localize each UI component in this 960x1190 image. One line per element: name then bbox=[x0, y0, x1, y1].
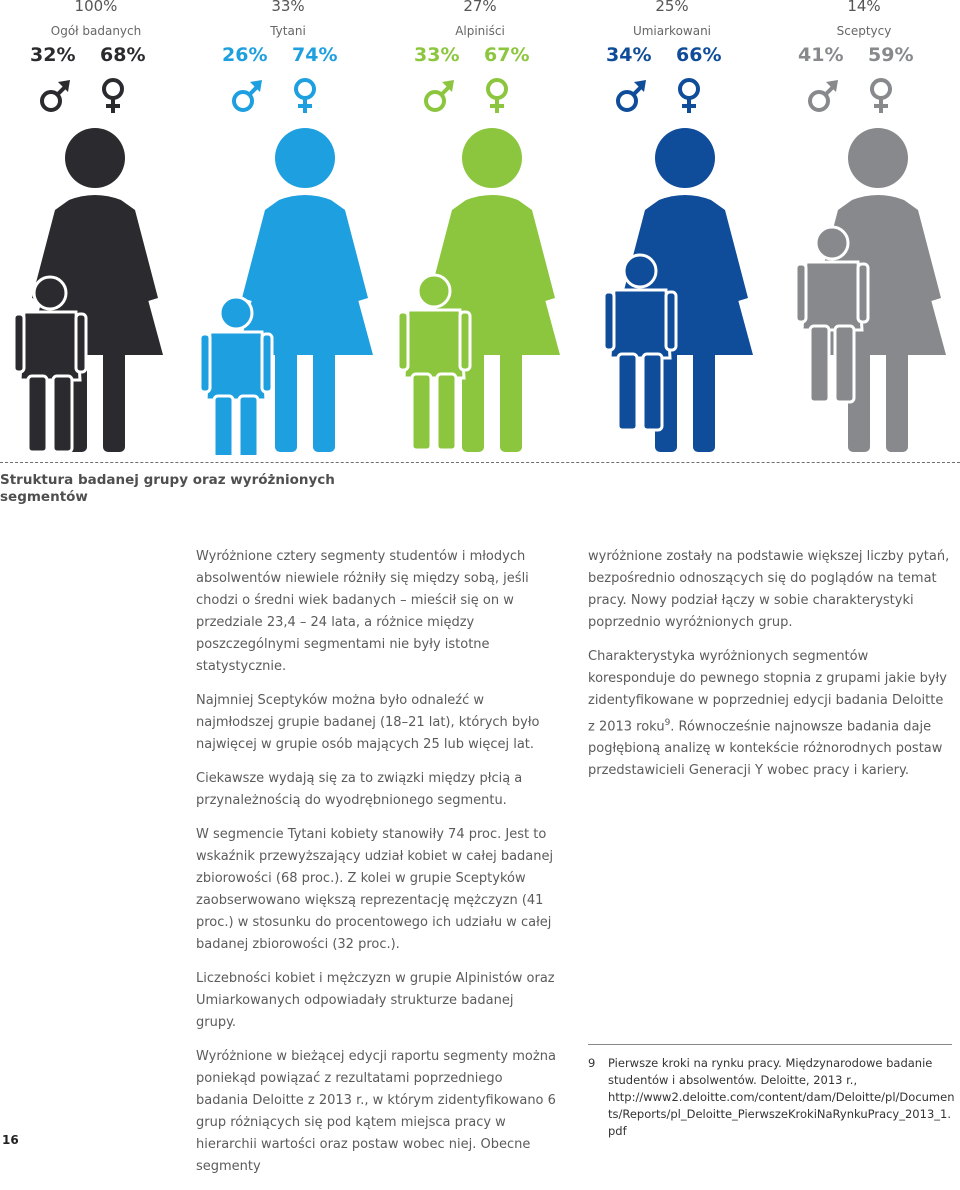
footnote-rule bbox=[588, 1044, 952, 1045]
segment-female-share: 67% bbox=[484, 44, 530, 66]
segment-total-share: 14% bbox=[847, 0, 881, 15]
paragraph: Ciekawsze wydają się za to związki między płcią a przynależnością do wyodrębnionego segmentu. bbox=[196, 771, 523, 808]
page-number: 16 bbox=[2, 1133, 19, 1147]
male-symbol-icon bbox=[38, 78, 72, 114]
segment-female-share: 74% bbox=[292, 44, 338, 66]
female-symbol-icon bbox=[290, 78, 324, 114]
footnote-title: Pierwsze kroki na rynku pracy. Międzynarodowe badanie studentów i absolwentów. Deloitte, 2013 r., bbox=[608, 1056, 933, 1087]
text-column-left bbox=[196, 546, 556, 1190]
footnote-text bbox=[608, 1055, 958, 1140]
segment-male-share: 41% bbox=[798, 44, 844, 66]
segment-ogol-badanych bbox=[0, 0, 192, 455]
paragraph: Liczebności kobiet i mężczyzn w grupie Alpinistów oraz Umiarkowanych odpowiadały strukturze badanej grupy. bbox=[196, 971, 555, 1030]
segment-total-share: 25% bbox=[655, 0, 689, 15]
paragraph: Wyróżnione w bieżącej edycji raportu segmenty można poniekąd powiązać z rezultatami poprzedniego badania Deloitte z 2013 r., w którym zidentyfikowano 6 grup różniących się pod kątem miejsca pracy w hierarchii wartości oraz postaw wobec niej. Obecne segmenty bbox=[196, 1049, 556, 1174]
family-pictogram bbox=[192, 120, 384, 455]
segment-male-share: 33% bbox=[414, 44, 460, 66]
footnote-number: 9 bbox=[588, 1056, 596, 1070]
segment-female-share: 68% bbox=[100, 44, 146, 66]
segment-name: Umiarkowani bbox=[632, 24, 712, 38]
paragraph: Najmniej Sceptyków można było odnaleźć w najmłodszej grupie badanej (18–21 lat), których było najwięcej w grupie osób mających 25 lub więcej lat. bbox=[196, 693, 540, 752]
segment-name: Ogół badanych bbox=[50, 24, 142, 38]
text-column-right bbox=[588, 546, 950, 794]
family-pictogram bbox=[768, 120, 960, 455]
segment-male-share: 26% bbox=[222, 44, 268, 66]
male-symbol-icon bbox=[614, 78, 648, 114]
figure-caption: Struktura badanej grupy oraz wyróżnionych segmentów bbox=[0, 472, 335, 505]
footnote-reference[interactable]: 9 bbox=[664, 718, 671, 728]
segments-infographic bbox=[0, 0, 960, 455]
segment-name: Tytani bbox=[270, 24, 306, 38]
segment-tytani bbox=[192, 0, 384, 455]
footnote-url[interactable]: http://www2.deloitte.com/content/dam/Deloitte/pl/Documents/Reports/pl_Deloitte_PierwszeKrokiNaRynkuPracy_2013_1.pdf bbox=[608, 1090, 955, 1138]
segment-total-share: 27% bbox=[463, 0, 497, 15]
family-pictogram bbox=[384, 120, 576, 455]
segment-male-share: 32% bbox=[30, 44, 76, 66]
segment-female-share: 66% bbox=[676, 44, 722, 66]
dashed-divider bbox=[0, 462, 960, 463]
segment-male-share: 34% bbox=[606, 44, 652, 66]
segment-sceptycy bbox=[768, 0, 960, 455]
paragraph bbox=[588, 646, 950, 782]
family-pictogram bbox=[0, 120, 192, 455]
segment-alpinisci bbox=[384, 0, 576, 455]
family-pictogram bbox=[576, 120, 768, 455]
segment-female-share: 59% bbox=[868, 44, 914, 66]
segment-total-share: 100% bbox=[74, 0, 118, 15]
paragraph: wyróżnione zostały na podstawie większej liczby pytań, bezpośrednio odnoszących się do poglądów na temat pracy. Nowy podział łączy w sobie charakterystyki poprzednio wyróżnionych grup. bbox=[588, 549, 950, 630]
female-symbol-icon bbox=[482, 78, 516, 114]
male-symbol-icon bbox=[806, 78, 840, 114]
male-symbol-icon bbox=[422, 78, 456, 114]
segment-name: Sceptycy bbox=[836, 24, 892, 38]
segment-umiarkowani bbox=[576, 0, 768, 455]
female-symbol-icon bbox=[674, 78, 708, 114]
female-symbol-icon bbox=[866, 78, 900, 114]
paragraph: W segmencie Tytani kobiety stanowiły 74 proc. Jest to wskaźnik przewyższający udział kobiet w całej badanej zbiorowości (68 proc.). Z kolei w grupie Sceptyków zaobserwowano większą reprezentację mężczyzn (41 proc.) w stosunku do procentowego ich udziału w całej badanej zbiorowości (32 proc.). bbox=[196, 827, 554, 952]
paragraph-text: Charakterystyka wyróżnionych segmentów koresponduje do pewnego stopnia z grupami jakie były zidentyfikowane w poprzedniej edycji badania Deloitte z 2013 roku bbox=[588, 649, 947, 735]
paragraph-text: . Równocześnie najnowsze badania daje pogłębioną analizę w kontekście różnorodnych postaw przedstawicieli Generacji Y wobec pracy i kariery. bbox=[588, 719, 943, 779]
male-symbol-icon bbox=[230, 78, 264, 114]
segment-name: Alpiniści bbox=[455, 24, 505, 38]
paragraph: Wyróżnione cztery segmenty studentów i młodych absolwentów niewiele różniły się między sobą, jeśli chodzi o średni wiek badanych – mieścił się on w przedziale 23,4 – 24 lata, a różnice między poszczególnymi segmentami nie były istotne statystycznie. bbox=[196, 549, 529, 674]
segment-total-share: 33% bbox=[271, 0, 305, 15]
female-symbol-icon bbox=[98, 78, 132, 114]
